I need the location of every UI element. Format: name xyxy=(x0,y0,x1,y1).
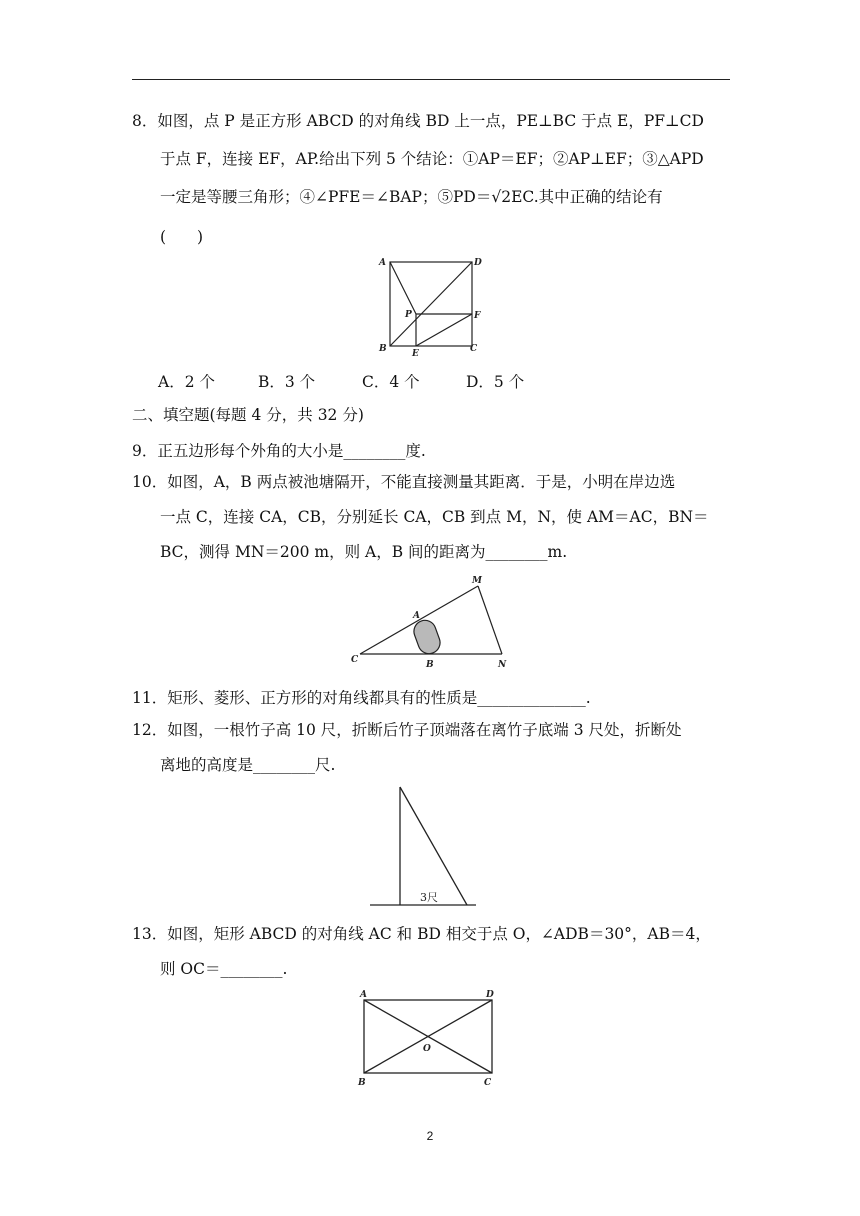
q8-label-a: A xyxy=(379,258,386,268)
q8-label-c: C xyxy=(470,344,478,354)
page-number: 2 xyxy=(426,1129,434,1143)
q13-line-2: 则 OC＝________. xyxy=(160,960,288,978)
q12-label-3chi: 3尺 xyxy=(420,891,438,904)
q10-line-2: 一点 C，连接 CA，CB，分别延长 CA，CB 到点 M，N，使 AM＝AC，BN＝ xyxy=(160,508,709,526)
q13-label-o: O xyxy=(423,1044,431,1054)
q8-label-d: D xyxy=(474,258,482,268)
q10-label-m: M xyxy=(472,576,482,586)
q8-line-3: 一定是等腰三角形；④∠PFE＝∠BAP；⑤PD＝√2EC.其中正确的结论有 xyxy=(160,188,663,206)
section-heading: 二、填空题(每题 4 分，共 32 分) xyxy=(132,406,364,424)
q10-line-1: 10．如图，A，B 两点被池塘隔开，不能直接测量其距离．于是，小明在岸边选 xyxy=(132,473,676,491)
q12-line-2: 离地的高度是________尺. xyxy=(160,756,336,774)
q8-label-f: F xyxy=(474,311,481,321)
q10-label-n: N xyxy=(498,660,507,670)
q11-text: 11．矩形、菱形、正方形的对角线都具有的性质是______________. xyxy=(132,689,591,707)
q8-line-2: 于点 F，连接 EF，AP.给出下列 5 个结论：①AP＝EF；②AP⊥EF；③△APD xyxy=(160,150,704,168)
q13-label-c: C xyxy=(484,1078,492,1088)
q10-label-c: C xyxy=(351,655,359,665)
q8-option-c: C．4 个 xyxy=(362,373,420,391)
q13-label-b: B xyxy=(358,1078,366,1088)
q8-option-a: A．2 个 xyxy=(158,373,215,391)
q8-label-b: B xyxy=(379,344,387,354)
q13-label-d: D xyxy=(486,990,494,1000)
header-rule xyxy=(132,79,730,80)
q12-line-1: 12．如图，一根竹子高 10 尺，折断后竹子顶端落在离竹子底端 3 尺处，折断处 xyxy=(132,721,682,739)
q13-line-1: 13．如图，矩形 ABCD 的对角线 AC 和 BD 相交于点 O，∠ADB＝30°，AB＝4， xyxy=(132,925,711,943)
q13-rectangle-figure xyxy=(352,985,512,1091)
q10-label-b: B xyxy=(426,660,434,670)
q12-bamboo-figure xyxy=(368,782,478,910)
q10-pond-figure xyxy=(346,570,526,672)
q9-text: 9．正五边形每个外角的大小是________度. xyxy=(132,442,426,460)
q10-line-3: BC，测得 MN＝200 m，则 A，B 间的距离为________m. xyxy=(160,543,568,561)
q8-label-e: E xyxy=(412,349,419,359)
q8-line-1: 8．如图，点 P 是正方形 ABCD 的对角线 BD 上一点，PE⊥BC 于点 E，PF⊥CD xyxy=(132,112,704,130)
q10-label-a: A xyxy=(413,611,420,621)
q8-option-d: D．5 个 xyxy=(466,373,525,391)
q8-option-b: B．3 个 xyxy=(258,373,316,391)
q13-label-a: A xyxy=(360,990,367,1000)
q8-answer-bracket: ( ) xyxy=(160,228,204,246)
q8-square-figure xyxy=(370,252,490,360)
q8-label-p: P xyxy=(405,310,412,320)
